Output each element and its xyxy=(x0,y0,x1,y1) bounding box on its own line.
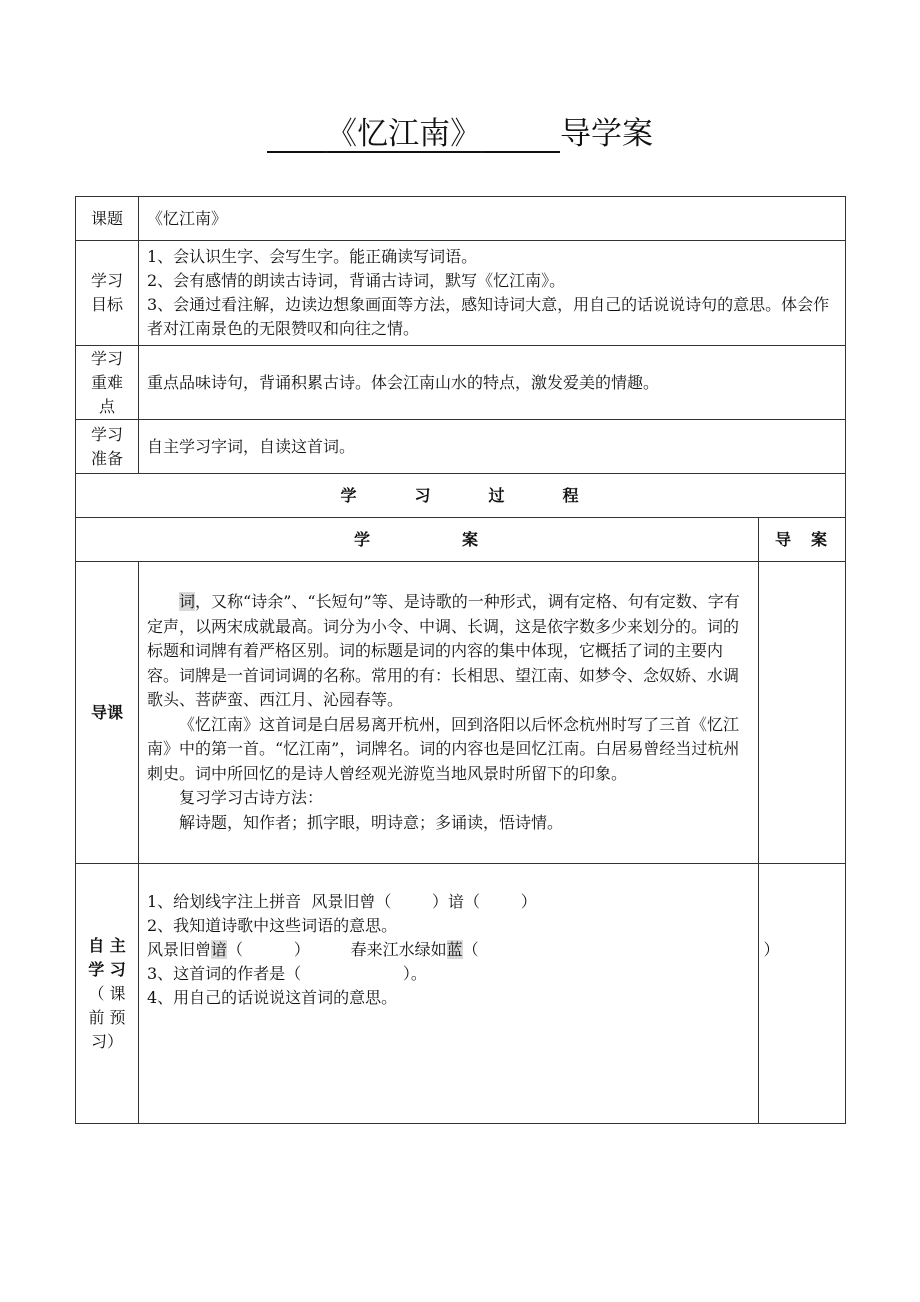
row-key-points xyxy=(76,346,846,420)
row-process-header xyxy=(76,474,846,518)
row-goals xyxy=(76,241,846,346)
intro-label: 导课 xyxy=(76,562,139,864)
highlight-word: 蓝 xyxy=(446,940,463,959)
row-self-study xyxy=(76,864,846,1124)
topic-label: 课题 xyxy=(76,197,139,241)
self-study-content xyxy=(139,864,780,1124)
question-2-blanks: 风景旧曾谙（ ） 春来江水绿如蓝（ ） xyxy=(147,940,780,959)
prep-label: 学习 准备 xyxy=(76,420,139,474)
question-2: 2、我知道诗歌中这些词语的意思。 xyxy=(147,916,398,935)
goal-item: 2、会有感情的朗读古诗词，背诵古诗词，默写《忆江南》。 xyxy=(147,271,566,290)
key-points-label: 学习 重难 点 xyxy=(76,346,139,420)
intro-paragraph: 《忆江南》这首词是白居易离开杭州，回到洛阳以后怀念杭州时写了三首《忆江南》中的第一首。“忆江南”，词牌名。词的内容也是回忆江南。白居易曾经当过杭州刺史。词中所回忆的是诗人曾经观光游览当地风景时所留下的印象。 xyxy=(147,714,740,783)
question-3: 3、这首词的作者是（ ）。 xyxy=(147,964,427,983)
row-column-headers xyxy=(76,518,846,562)
intro-content xyxy=(139,562,759,864)
row-prep xyxy=(76,420,846,474)
plan-header: 学 案 xyxy=(76,518,759,562)
intro-paragraph: 解诗题，知作者；抓字眼，明诗意；多诵读，悟诗情。 xyxy=(179,812,564,832)
row-topic xyxy=(76,197,846,241)
title-suffix: 导学案 xyxy=(559,116,653,152)
row-intro xyxy=(76,562,846,864)
goal-item: 3、会通过看注解，边读边想象画面等方法，感知诗词大意，用自己的话说说诗句的意思。体会作者对江南景色的无限赞叹和向往之情。 xyxy=(147,295,830,338)
key-points-value: 重点品味诗句，背诵积累古诗。体会江南山水的特点，激发爱美的情趣。 xyxy=(139,346,846,420)
goals-list xyxy=(139,241,846,346)
prep-value: 自主学习字词，自读这首词。 xyxy=(139,420,846,474)
highlight-word: 词 xyxy=(179,592,196,611)
intro-paragraph: 复习学习古诗方法： xyxy=(179,788,324,807)
question-4: 4、用自己的话说说这首词的意思。 xyxy=(147,988,398,1007)
question-1: 1、给划线字注上拼音 风景旧曾（ ）谙（ ） xyxy=(147,892,537,911)
process-header: 学 习 过 程 xyxy=(76,474,846,518)
guide-header: 导 案 xyxy=(759,518,846,562)
page-title xyxy=(0,112,920,156)
self-study-guide-cell xyxy=(759,864,846,1124)
goal-item: 1、会认识生字、会写生字。能正确读写词语。 xyxy=(147,247,478,266)
intro-guide-cell xyxy=(759,562,846,864)
study-guide-table xyxy=(75,196,846,1124)
highlight-word: 谙 xyxy=(211,940,228,959)
self-study-label: 自 主 学 习 （ 课 前 预 习） xyxy=(76,864,139,1124)
title-underlined-name: 《忆江南》 xyxy=(326,116,482,152)
intro-paragraph: 词，又称“诗余”、“长短句”等、是诗歌的一种形式，调有定格、句有定数、字有定声，以两宋成就最高。词分为小令、中调、长调，这是依字数多少来划分的。词的标题和词牌有着严格区别。词的标题是词的内容的集中体现，它概括了词的主要内容。词牌是一首词词调的名称。常用的有：长相思、望江南、如梦令、念奴娇、水调歌头、菩萨蛮、西江月、沁园春等。 xyxy=(147,592,740,709)
goals-label: 学习 目标 xyxy=(76,241,139,346)
topic-value: 《忆江南》 xyxy=(139,197,846,241)
